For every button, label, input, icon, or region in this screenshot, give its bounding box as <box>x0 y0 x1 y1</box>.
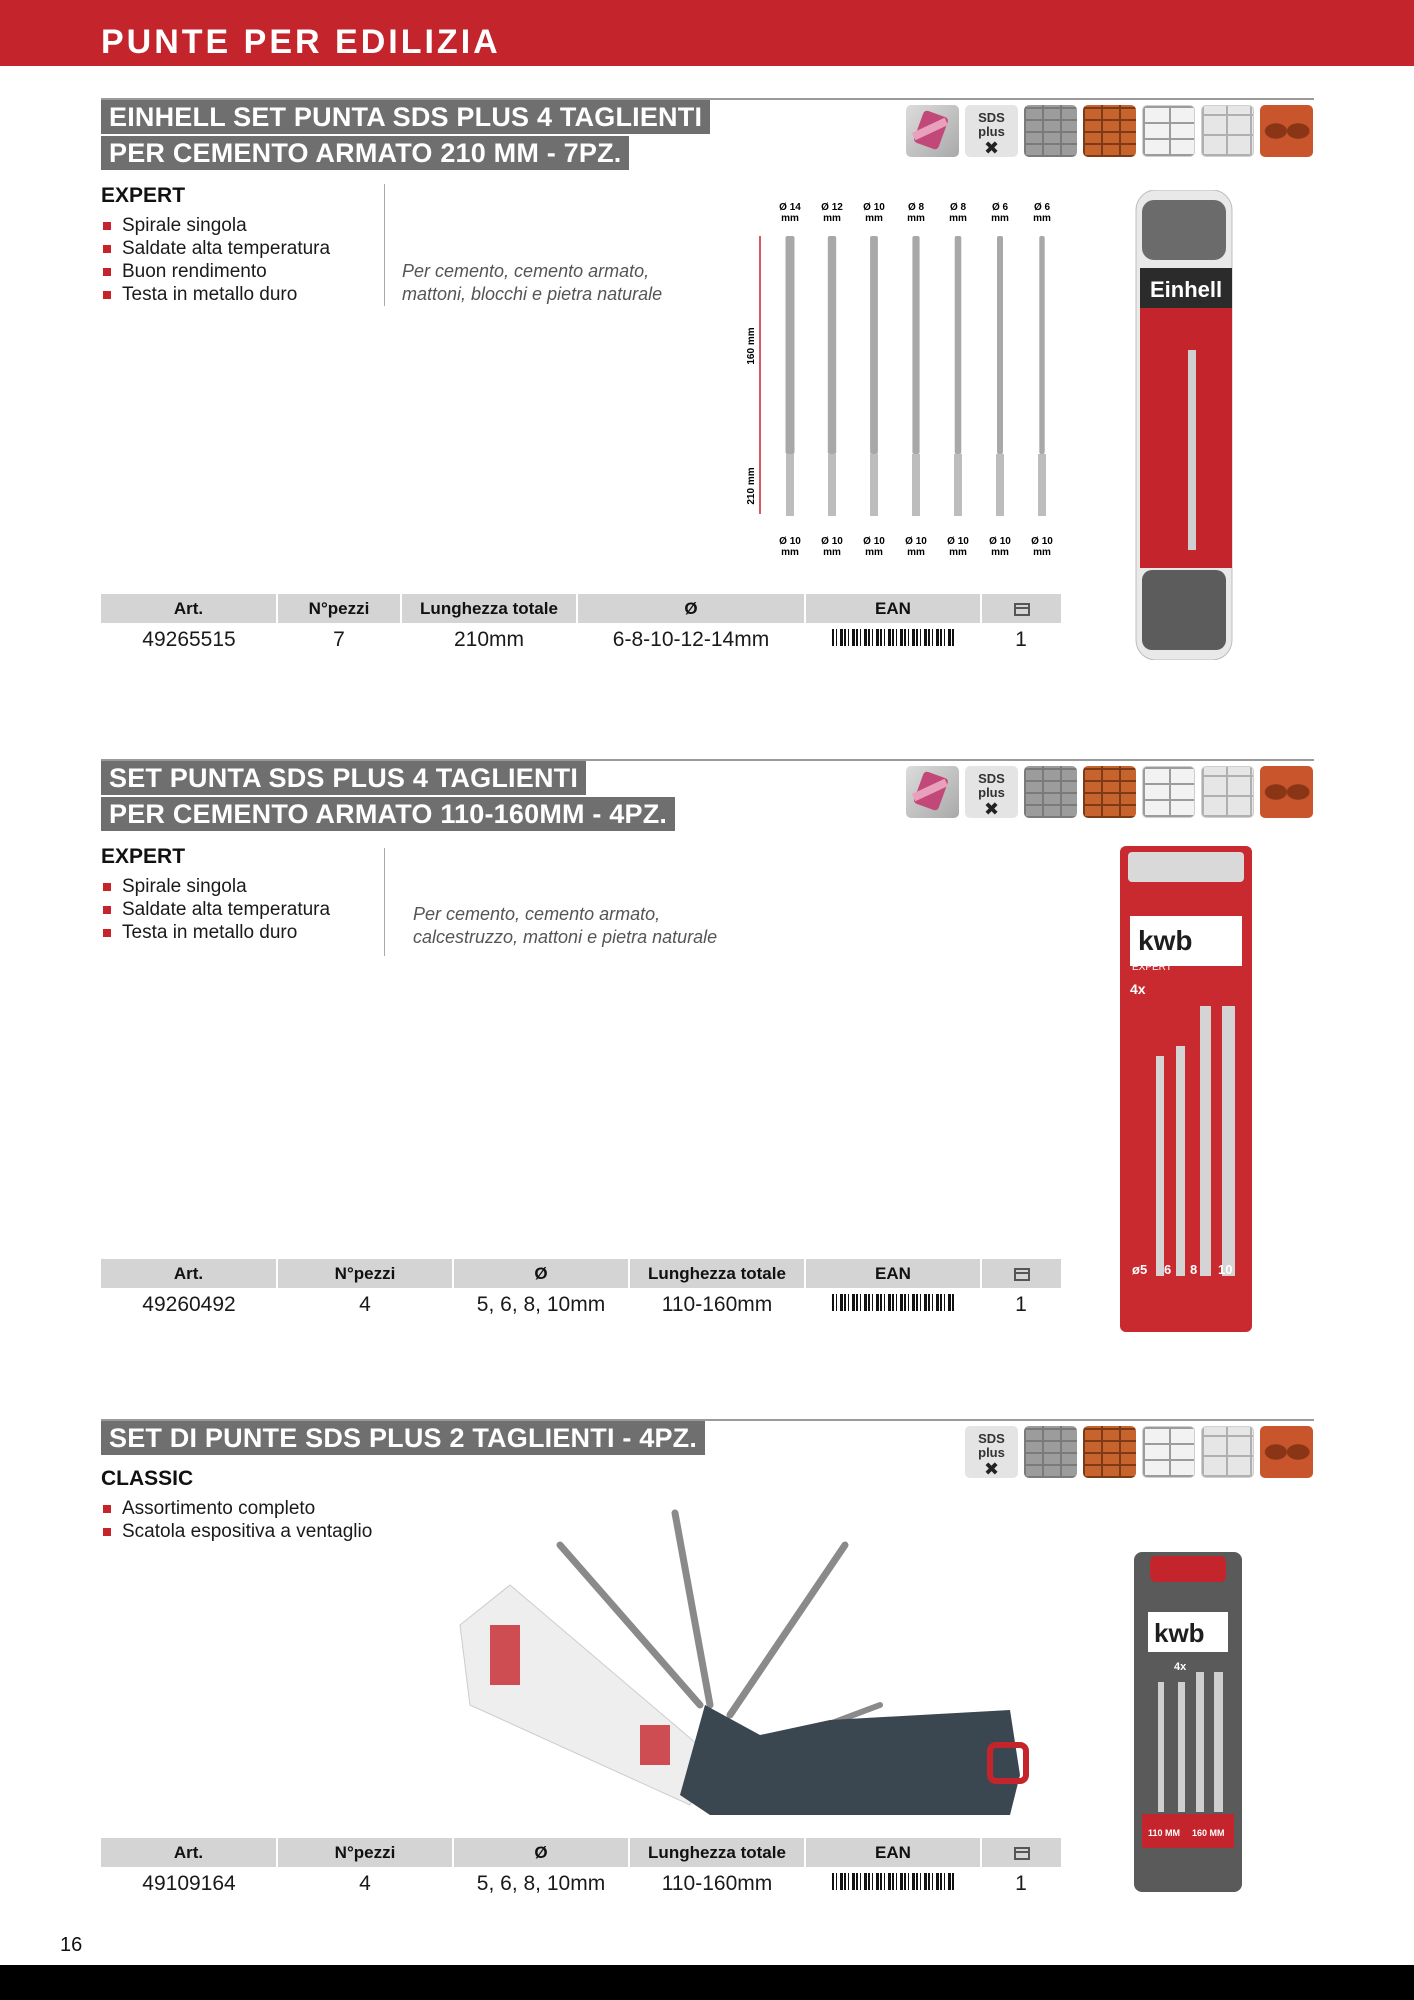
orange-brick-icon <box>1083 105 1136 157</box>
cell-diameter: 5, 6, 8, 10mm <box>476 1871 606 1895</box>
section-header-banner <box>0 0 1414 66</box>
product-title-line2: PER CEMENTO ARMATO 110-160MM - 4PZ. <box>101 797 675 831</box>
shank-diameter-label: mm <box>949 547 967 558</box>
sds-plus-icon <box>965 766 1018 818</box>
barcode-icon <box>832 1294 954 1316</box>
shank-diameter-label: mm <box>907 547 925 558</box>
shank-diameter-label: mm <box>781 547 799 558</box>
product-grade: EXPERT <box>101 184 186 207</box>
shank-diameter-label: Ø 10 <box>821 536 843 547</box>
drill-bit <box>828 236 836 454</box>
package-brand: kwb <box>1154 1618 1205 1648</box>
drill-bit-shank <box>1038 454 1046 516</box>
package-brand: kwb <box>1138 925 1193 956</box>
table-header-row <box>101 594 1061 623</box>
length-label-lower: 210 mm <box>746 467 757 505</box>
cell-ean <box>805 1867 981 1900</box>
cell-diameter: 6-8-10-12-14mm <box>612 627 770 651</box>
drill-bit <box>786 236 795 454</box>
product-grade: CLASSIC <box>101 1467 194 1490</box>
bit-diameter-label: mm <box>781 213 799 224</box>
drill-bit <box>1039 236 1044 454</box>
col-header-length: Lunghezza totale <box>629 1838 805 1867</box>
box-icon <box>1014 1268 1030 1281</box>
col-header-pieces: N°pezzi <box>277 594 401 623</box>
col-header-diameter: Ø <box>577 594 805 623</box>
col-header-pieces: N°pezzi <box>277 1838 453 1867</box>
bit-diameter-label: mm <box>823 213 841 224</box>
barcode-icon <box>832 1873 954 1895</box>
col-header-package <box>981 1838 1061 1867</box>
bit-diameter-label: Ø 8 <box>907 202 925 213</box>
page-number: 16 <box>60 1934 83 1956</box>
product-title-line1: SET DI PUNTE SDS PLUS 2 TAGLIENTI - 4PZ. <box>101 1421 705 1455</box>
bit-diameter-label: Ø 6 <box>1033 202 1051 213</box>
col-header-length: Lunghezza totale <box>401 594 577 623</box>
drill-bits-diagram <box>724 196 1104 570</box>
section-title: PUNTE PER EDILIZIA <box>101 23 501 61</box>
drill-bit <box>912 236 919 454</box>
col-header-diameter: Ø <box>453 1838 629 1867</box>
drill-bit-shank <box>996 454 1004 516</box>
product-grade: EXPERT <box>101 845 186 868</box>
grey-brick-icon <box>1024 1426 1077 1478</box>
white-block-icon <box>1142 105 1195 157</box>
bit-diameter-label: Ø 8 <box>949 202 967 213</box>
drill-bit-shank <box>954 454 962 516</box>
table-row <box>101 623 1061 656</box>
feature-item: Scatola espositiva a ventaglio <box>101 1520 372 1543</box>
col-header-ean: EAN <box>805 1259 981 1288</box>
cell-art: 49265515 <box>142 627 236 651</box>
length-label-upper: 160 mm <box>746 327 757 365</box>
package-size-label: 6 <box>1164 1262 1172 1277</box>
usage-description <box>413 903 717 949</box>
bit-diameter-label: Ø 6 <box>991 202 1009 213</box>
product-title-line2: PER CEMENTO ARMATO 210 MM - 7PZ. <box>101 136 629 170</box>
vertical-divider <box>384 184 385 306</box>
shank-diameter-label: mm <box>823 547 841 558</box>
material-icons <box>906 105 1313 157</box>
col-header-length: Lunghezza totale <box>629 1259 805 1288</box>
cell-pieces: 4 <box>359 1871 371 1895</box>
plus-label: plus <box>978 124 1005 139</box>
sds-label: SDS <box>978 1431 1005 1446</box>
shank-diameter-label: mm <box>1033 547 1051 558</box>
barcode-icon <box>832 629 954 651</box>
product-title-line1: SET PUNTA SDS PLUS 4 TAGLIENTI <box>101 761 586 795</box>
plus-label: plus <box>978 1445 1005 1460</box>
feature-item: Testa in metallo duro <box>101 283 330 306</box>
col-header-ean: EAN <box>805 1838 981 1867</box>
cell-pieces: 7 <box>333 627 345 651</box>
cell-diameter: 5, 6, 8, 10mm <box>476 1292 606 1316</box>
product-title-line1: EINHELL SET PUNTA SDS PLUS 4 TAGLIENTI <box>101 100 710 134</box>
bit-diameter-label: mm <box>949 213 967 224</box>
col-header-pieces: N°pezzi <box>277 1259 453 1288</box>
cell-pieces: 4 <box>359 1292 371 1316</box>
shank-diameter-label: Ø 10 <box>779 536 801 547</box>
usage-line: Per cemento, cemento armato, <box>413 904 661 924</box>
shank-diameter-label: mm <box>865 547 883 558</box>
bit-diameter-label: Ø 12 <box>821 202 843 213</box>
usage-description <box>402 260 662 306</box>
vertical-divider <box>384 848 385 956</box>
cell-length: 110-160mm <box>661 1871 773 1895</box>
cell-ean <box>805 623 981 656</box>
package-count: 4x <box>1174 1661 1187 1673</box>
cross-icon: ✖ <box>983 1459 1000 1478</box>
drill-bit-icon <box>906 766 959 818</box>
drill-bit-icon <box>906 105 959 157</box>
feature-item: Saldate alta temperatura <box>101 898 330 921</box>
bit-diameter-label: Ø 14 <box>779 202 801 213</box>
drill-bit <box>870 236 878 454</box>
sds-plus-icon <box>965 105 1018 157</box>
usage-line: calcestruzzo, mattoni e pietra naturale <box>413 927 718 947</box>
white-block-icon <box>1142 766 1195 818</box>
white-block-icon <box>1142 1426 1195 1478</box>
cell-ean <box>805 1288 981 1321</box>
shank-diameter-label: Ø 10 <box>989 536 1011 547</box>
light-block-icon <box>1201 1426 1254 1478</box>
fan-display-case-photo <box>450 1505 1070 1825</box>
drill-bit-shank <box>786 454 794 516</box>
light-block-icon <box>1201 105 1254 157</box>
package-length-label: 160 MM <box>1192 1828 1225 1838</box>
package-count: 4x <box>1130 981 1146 997</box>
footer-bar <box>0 1965 1414 2000</box>
col-header-art: Art. <box>101 594 277 623</box>
drill-bit-shank <box>870 454 878 516</box>
cell-length: 210mm <box>453 627 525 651</box>
drill-bit <box>997 236 1003 454</box>
cross-icon: ✖ <box>983 138 1000 157</box>
kwb-expert-package-photo <box>1118 846 1254 1332</box>
package-brand: Einhell <box>1150 277 1223 302</box>
feature-item: Testa in metallo duro <box>101 921 330 944</box>
col-header-diameter: Ø <box>453 1259 629 1288</box>
sds-label: SDS <box>978 771 1005 786</box>
shank-diameter-label: mm <box>991 547 1009 558</box>
red-hollow-block-icon <box>1260 1426 1313 1478</box>
bit-diameter-label: mm <box>907 213 925 224</box>
cell-length: 110-160mm <box>661 1292 773 1316</box>
bit-diameter-label: mm <box>865 213 883 224</box>
sds-plus-icon <box>965 1426 1018 1478</box>
red-hollow-block-icon <box>1260 766 1313 818</box>
cross-icon: ✖ <box>983 799 1000 818</box>
usage-line: mattoni, blocchi e pietra naturale <box>402 284 663 304</box>
sds-label: SDS <box>978 110 1005 125</box>
package-length-label: 110 MM <box>1148 1828 1181 1838</box>
feature-item: Saldate alta temperatura <box>101 237 330 260</box>
feature-list <box>101 214 330 306</box>
box-icon <box>1014 603 1030 616</box>
shank-diameter-label: Ø 10 <box>863 536 885 547</box>
bit-diameter-label: mm <box>991 213 1009 224</box>
drill-bit <box>955 236 962 454</box>
drill-bit-shank <box>828 454 836 516</box>
cell-package-qty: 1 <box>1015 1871 1027 1895</box>
drill-bit-shank <box>912 454 920 516</box>
feature-item: Buon rendimento <box>101 260 330 283</box>
spec-table <box>101 1838 1061 1900</box>
cell-package-qty: 1 <box>1015 627 1027 651</box>
col-header-ean: EAN <box>805 594 981 623</box>
bit-diameter-label: mm <box>1033 213 1051 224</box>
col-header-art: Art. <box>101 1259 277 1288</box>
spec-table <box>101 1259 1061 1321</box>
orange-brick-icon <box>1083 766 1136 818</box>
light-block-icon <box>1201 766 1254 818</box>
col-header-package <box>981 1259 1061 1288</box>
material-icons <box>965 1426 1313 1478</box>
plus-label: plus <box>978 785 1005 800</box>
shank-diameter-label: Ø 10 <box>905 536 927 547</box>
cell-package-qty: 1 <box>1015 1292 1027 1316</box>
usage-line: Per cemento, cemento armato, <box>402 261 650 281</box>
package-sub: EXPERT <box>1132 962 1172 973</box>
cell-art: 49260492 <box>142 1292 236 1316</box>
kwb-classic-package-photo <box>1128 1552 1248 1892</box>
table-header-row <box>101 1838 1061 1867</box>
package-size-label: 8 <box>1190 1262 1198 1277</box>
feature-item: Spirale singola <box>101 875 330 898</box>
feature-list <box>101 875 330 944</box>
shank-diameter-label: Ø 10 <box>1031 536 1053 547</box>
table-header-row <box>101 1259 1061 1288</box>
bit-diameter-label: Ø 10 <box>863 202 885 213</box>
feature-list <box>101 1497 372 1543</box>
col-header-art: Art. <box>101 1838 277 1867</box>
grey-brick-icon <box>1024 105 1077 157</box>
material-icons <box>906 766 1313 818</box>
spec-table <box>101 594 1061 656</box>
einhell-package-photo <box>1128 190 1240 660</box>
cell-art: 49109164 <box>142 1871 236 1895</box>
package-size-label: ø5 <box>1132 1262 1148 1277</box>
table-row <box>101 1867 1061 1900</box>
orange-brick-icon <box>1083 1426 1136 1478</box>
red-hollow-block-icon <box>1260 105 1313 157</box>
grey-brick-icon <box>1024 766 1077 818</box>
table-row <box>101 1288 1061 1321</box>
shank-diameter-label: Ø 10 <box>947 536 969 547</box>
feature-item: Assortimento completo <box>101 1497 372 1520</box>
box-icon <box>1014 1847 1030 1860</box>
col-header-package <box>981 594 1061 623</box>
feature-item: Spirale singola <box>101 214 330 237</box>
package-size-label: 10 <box>1218 1262 1233 1277</box>
